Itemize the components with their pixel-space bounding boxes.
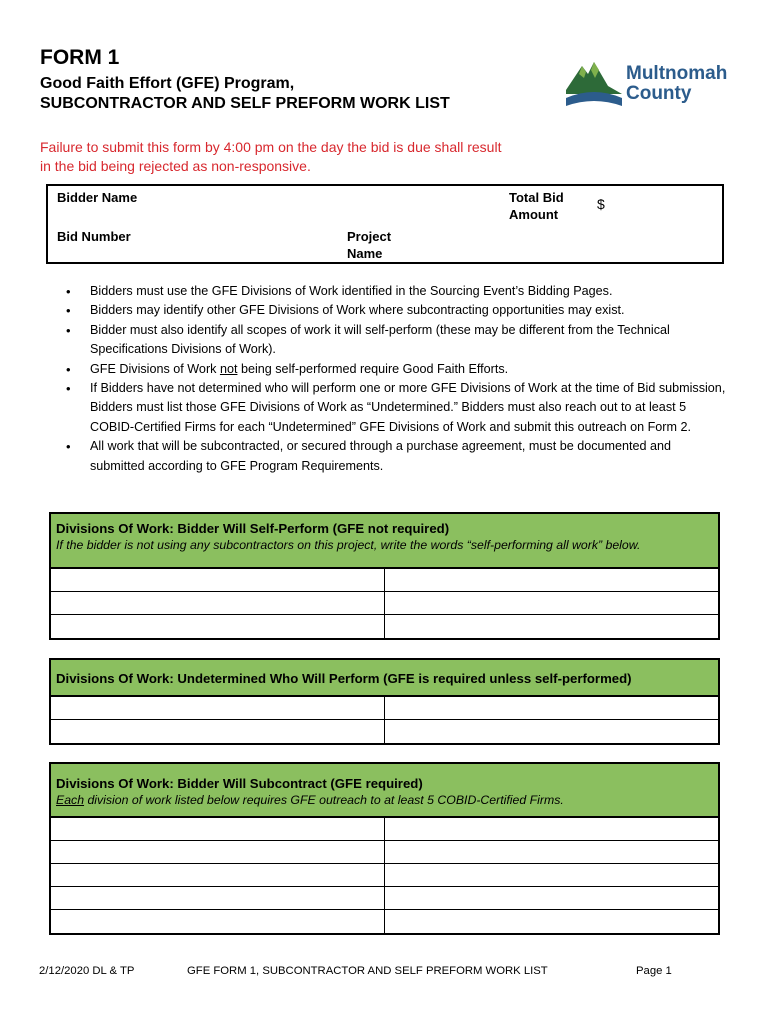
division-field[interactable] bbox=[51, 592, 385, 614]
division-field[interactable] bbox=[385, 720, 718, 743]
division-field[interactable] bbox=[51, 720, 385, 743]
table-row bbox=[51, 864, 718, 887]
subtitle-emphasis: Each bbox=[56, 793, 85, 807]
instruction-text: being self-performed require Good Faith Efforts. bbox=[237, 361, 509, 376]
subcontract-title: Divisions Of Work: Bidder Will Subcontract (GFE required) bbox=[56, 776, 423, 791]
division-field[interactable] bbox=[51, 887, 385, 909]
table-row bbox=[51, 720, 718, 743]
table-row bbox=[51, 592, 718, 615]
division-field[interactable] bbox=[385, 818, 718, 840]
subcontract-header bbox=[51, 764, 718, 818]
undetermined-header bbox=[51, 660, 718, 697]
mountain-logo-icon bbox=[564, 56, 624, 112]
division-field[interactable] bbox=[51, 864, 385, 886]
footer-page-number: Page 1 bbox=[636, 965, 672, 977]
division-field[interactable] bbox=[51, 615, 385, 638]
division-field[interactable] bbox=[51, 569, 385, 591]
division-field[interactable] bbox=[385, 864, 718, 886]
form-title-line2: SUBCONTRACTOR AND SELF PREFORM WORK LIST bbox=[40, 95, 450, 112]
instruction-item: • Bidder must also identify all scopes of work it will self-perform (these may be different from the Technical Specifications Divisions of Work). bbox=[66, 321, 726, 360]
table-row bbox=[51, 569, 718, 592]
footer-date: 2/12/2020 DL & TP bbox=[39, 965, 135, 977]
undetermined-table bbox=[49, 658, 720, 745]
self-perform-header bbox=[51, 514, 718, 569]
self-perform-title: Divisions Of Work: Bidder Will Self-Perform (GFE not required) bbox=[56, 521, 450, 536]
self-perform-table bbox=[49, 512, 720, 640]
bid-number-label: Bid Number bbox=[57, 229, 131, 244]
division-field[interactable] bbox=[51, 910, 385, 933]
division-field[interactable] bbox=[385, 697, 718, 719]
instruction-item: • If Bidders have not determined who will perform one or more GFE Divisions of Work at the time of Bid submission, Bidders must list those GFE Divisions of Work as “Undetermined.” Bidders must also reach out to at least 5 COBID-Certified Firms for each “Undetermined” GFE Divisions of Work and submit this outreach on Form 2. bbox=[66, 379, 726, 437]
table-row bbox=[51, 697, 718, 720]
division-field[interactable] bbox=[51, 697, 385, 719]
bid-number-field[interactable] bbox=[152, 225, 338, 262]
total-bid-label: Total Bid Amount bbox=[509, 190, 564, 222]
project-name-field[interactable] bbox=[414, 225, 722, 262]
instruction-emphasis: not bbox=[219, 361, 238, 376]
instruction-item bbox=[66, 360, 726, 379]
division-field[interactable] bbox=[385, 910, 718, 933]
self-perform-subtitle: If the bidder is not using any subcontractors on this project, write the words “self-performing all work” below. bbox=[56, 538, 641, 552]
instructions-list bbox=[66, 282, 726, 476]
table-row bbox=[51, 887, 718, 910]
submission-warning: Failure to submit this form by 4:00 pm on the day the bid is due shall result in the bid being rejected as non-responsive. bbox=[40, 139, 502, 174]
form-title-line1: Good Faith Effort (GFE) Program, bbox=[40, 75, 295, 92]
undetermined-title: Divisions Of Work: Undetermined Who Will Perform (GFE is required unless self-performed) bbox=[56, 671, 632, 686]
logo-line1: Multnomah bbox=[626, 63, 728, 84]
instruction-item: • All work that will be subcontracted, or secured through a purchase agreement, must be documented and submitted according to GFE Program Requirements. bbox=[66, 437, 726, 476]
instruction-item: • Bidders may identify other GFE Divisions of Work where subcontracting opportunities may exist. bbox=[66, 301, 726, 320]
subcontract-table bbox=[49, 762, 720, 935]
division-field[interactable] bbox=[385, 887, 718, 909]
table-row bbox=[51, 910, 718, 933]
county-logo bbox=[564, 56, 734, 112]
bidder-name-label: Bidder Name bbox=[48, 186, 152, 225]
logo-line2: County bbox=[626, 83, 692, 104]
division-field[interactable] bbox=[385, 615, 718, 638]
bidder-info-table bbox=[46, 184, 724, 264]
table-row bbox=[51, 818, 718, 841]
instruction-item: • Bidders must use the GFE Divisions of Work identified in the Sourcing Event’s Bidding Pages. bbox=[66, 282, 726, 301]
division-field[interactable] bbox=[385, 592, 718, 614]
table-row bbox=[51, 841, 718, 864]
total-bid-field[interactable]: $ bbox=[597, 196, 605, 212]
subtitle-text: division of work listed below requires GFE outreach to at least 5 COBID-Certified Firms. bbox=[84, 793, 564, 807]
project-name-label: Project Name bbox=[347, 229, 392, 261]
table-row bbox=[51, 615, 718, 638]
logo-text bbox=[626, 64, 727, 104]
instruction-text: GFE Divisions of Work bbox=[90, 361, 220, 376]
division-field[interactable] bbox=[385, 569, 718, 591]
division-field[interactable] bbox=[51, 841, 385, 863]
division-field[interactable] bbox=[51, 818, 385, 840]
bidder-name-field[interactable] bbox=[152, 186, 500, 225]
form-number: FORM 1 bbox=[40, 46, 120, 69]
division-field[interactable] bbox=[385, 841, 718, 863]
footer-title: GFE FORM 1, SUBCONTRACTOR AND SELF PREFORM WORK LIST bbox=[187, 965, 548, 977]
subcontract-subtitle bbox=[56, 792, 713, 808]
